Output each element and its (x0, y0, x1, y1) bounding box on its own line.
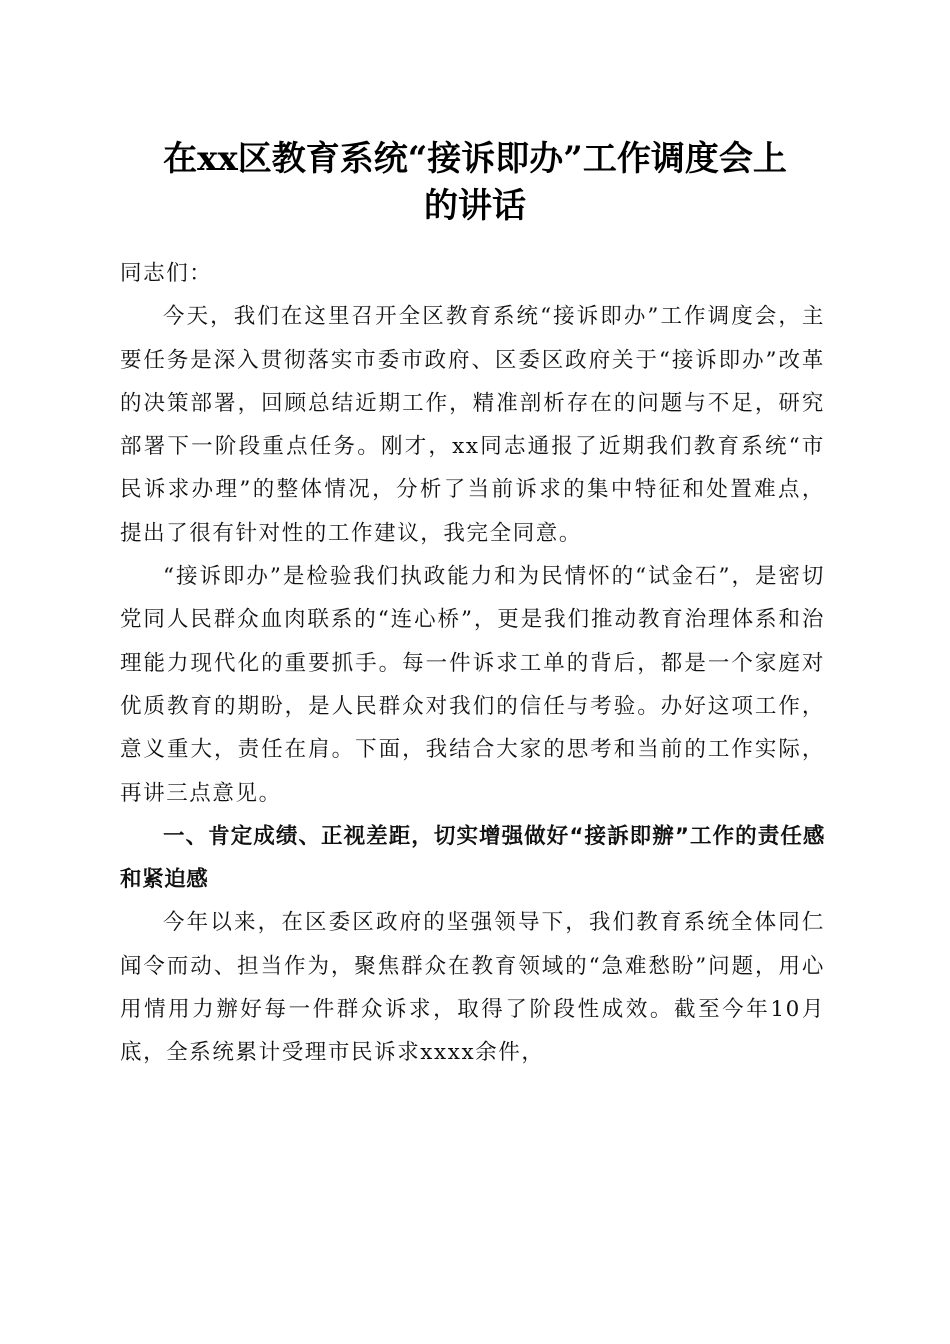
section-1-paragraph: 今年以来，在区委区政府的坚强领导下，我们教育系统全体同仁闻令而动、担当作为，聚焦群众在教育领域的“急难愁盼”问题，用心用情用力辦好每一件群众诉求，取得了阶段性成效。截至今年10月底，全系统累计受理市民诉求xxxx余件， (120, 910, 825, 1066)
title-line-1: 在xx区教育系统“接诉即办”工作调度会上 (163, 139, 787, 179)
document-title (110, 136, 840, 230)
salutation: 同志们： (120, 261, 213, 286)
document-body (120, 252, 825, 1075)
section-1-heading: 一、肯定成绩、正视差距，切实增强做好“接訴即辦”工作的责任感和紧迫感 (120, 823, 825, 893)
paragraph-opening: 今天，我们在这里召开全区教育系统“接诉即办”工作调度会，主要任务是深入贯彻落实市委市政府、区委区政府关于“接诉即办”改革的决策部署，回顾总结近期工作，精准剖析存在的问题与不足，研究部署下一阶段重点任务。刚才，xx同志通报了近期我们教育系统“市民诉求办理”的整体情况，分析了当前诉求的集中特征和处置难点，提出了很有针对性的工作建议，我完全同意。 (120, 304, 825, 546)
paragraph-significance: “接诉即办”是检验我们执政能力和为民情怀的“试金石”，是密切党同人民群众血肉联系的“连心桥”，更是我们推动教育治理体系和治理能力现代化的重要抓手。每一件诉求工单的背后，都是一个家庭对优质教育的期盼，是人民群众对我们的信任与考验。办好这项工作，意义重大，责任在肩。下面，我结合大家的思考和当前的工作实际，再讲三点意见。 (120, 564, 825, 806)
title-line-2: 的讲话 (424, 186, 526, 226)
